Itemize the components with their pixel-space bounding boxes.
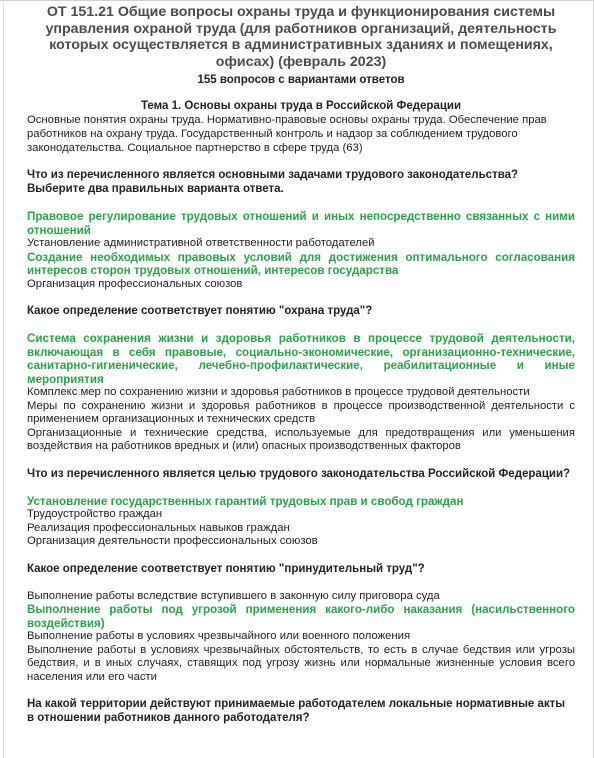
document-title: ОТ 151.21 Общие вопросы охраны труда и функционирования системы управления охраной труда (для работников организаций, деятельность которых осуществляется в административных зданиях и помещениях, офисах) (февраль 2023) [45, 4, 557, 70]
question-text: Что из перечисленного является основными задачами трудового законодательства? Выберите два правильных варианта ответа. [27, 169, 519, 195]
question-block [27, 304, 575, 454]
question-block [27, 697, 575, 725]
answer-correct: Установление государственных гарантий трудовых прав и свобод граждан [27, 494, 464, 508]
question-text: На какой территории действуют принимаемые работодателем локальные нормативные акты в отношении работников данного работодателя? [27, 698, 566, 724]
topic-title: Тема 1. Основы охраны труда в Российской Федерации [140, 100, 462, 112]
answer-option: Реализация профессиональных навыков граждан [27, 521, 290, 534]
document-page [27, 4, 575, 725]
answer-option: Выполнение работы в условиях чрезвычайных обстоятельств, то есть в случае бедствия или угрозы бедствия, и в иных случаях, ставящих под угрозу жизнь или нормальные жизненные условия всего населения или его части [27, 643, 575, 683]
answer-option: Меры по сохранению жизни и здоровья работников в процессе производственной деятельности с применением организационных и технических средств [27, 399, 575, 425]
question-text: Какое определение соответствует понятию "принудительный труд"? [27, 562, 425, 575]
question-text: Какое определение соответствует понятию "охрана труда"? [27, 305, 373, 317]
page-top-border [0, 0, 594, 1]
topic-description: Основные понятия охраны труда. Нормативно-правовые основы охраны труда. Обеспечение прав работников на охрану труда. Государственный контроль и надзор за соблюдением трудового законодательства. Социальное партнерство в сфере труда (63) [27, 114, 547, 154]
answer-option: Установление административной ответственности работодателей [27, 237, 375, 249]
answer-option: Организация деятельности профессиональных союзов [27, 535, 318, 547]
answer-option: Организационные и технические средства, используемые для предотвращения или уменьшения воздействия на работников вредных и (или) опасных производственных факторов [27, 426, 575, 452]
question-block [27, 467, 575, 549]
answer-list [27, 495, 575, 549]
answer-correct: Правовое регулирование трудовых отношений и иных непосредственно связанных с ними отношений [27, 210, 575, 237]
answer-option: Трудоустройство граждан [27, 508, 163, 520]
question-block [27, 562, 575, 685]
answer-correct: Выполнение работы под угрозой применения какого-либо наказания (насильственного воздействия) [27, 603, 575, 630]
question-text: Что из перечисленного является целью трудового законодательства Российской Федерации? [27, 467, 571, 480]
answer-option: Выполнение работы в условиях чрезвычайного или военного положения [27, 630, 411, 642]
answer-correct: Система сохранения жизни и здоровья работников в процессе трудовой деятельности, включающая в себя правовые, социально-экономические, организационно-технические, санитарно-гигиенические, лечебно-профилактические, реабилитационные и иные мероприятия [27, 332, 575, 386]
document-subtitle: 155 вопросов с вариантами ответов [197, 74, 405, 86]
answer-list [27, 590, 575, 685]
answer-list [27, 332, 575, 454]
answer-list [27, 210, 575, 291]
question-block [27, 168, 575, 291]
page-left-border [3, 0, 4, 758]
answer-option: Организация профессиональных союзов [27, 277, 243, 290]
answer-correct: Создание необходимых правовых условий для достижения оптимального согласования интересов сторон трудовых отношений, интересов государства [27, 250, 575, 277]
answer-option: Комплекс мер по сохранению жизни и здоровья работников в процессе трудовой деятельности [27, 386, 530, 398]
answer-option: Выполнение работы вследствие вступившего в законную силу приговора суда [27, 589, 440, 602]
